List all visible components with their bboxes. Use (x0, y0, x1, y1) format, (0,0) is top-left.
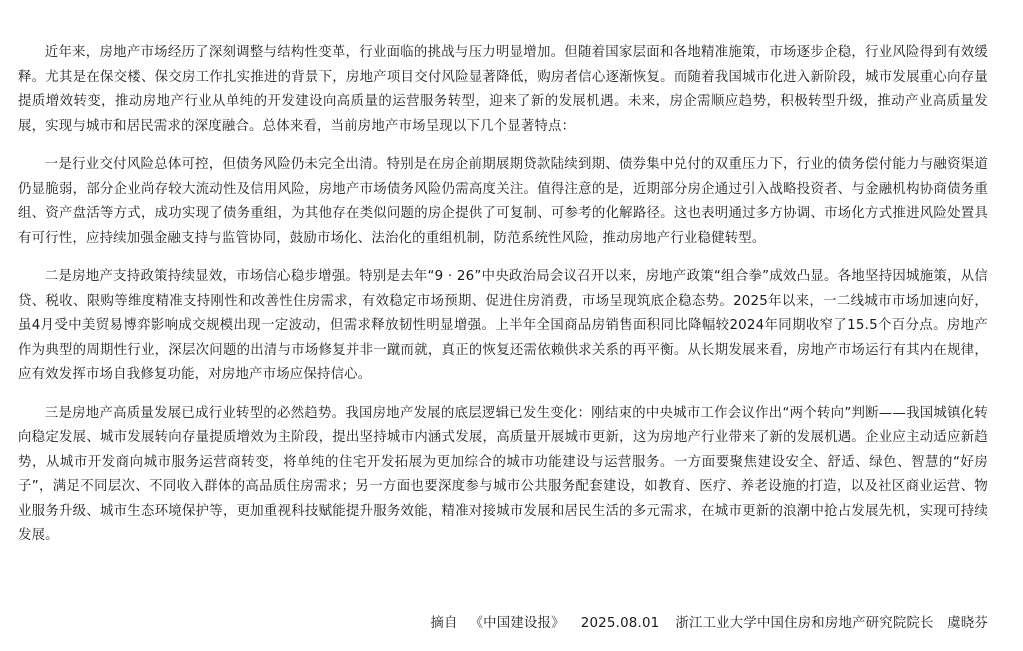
source-date: 2025.08.01 (580, 616, 660, 631)
paragraph-point-two: 二是房地产支持政策持续显效，市场信心稳步增强。特别是去年“9 · 26”中央政治局会议召开以来，房地产政策“组合拳”成效凸显。各地坚持因城施策，从信贷、税收、限购等维度精准支持刚性和改善性住房需求，有效稳定市场预期、促进住房消费，市场呈现筑底企稳态势。2025年以来，一二线城市市场加速向好，虽4月受中美贸易博弈影响成交规模出现一定波动，但需求释放韧性明显增强。上半年全国商品房销售面积同比降幅较2024年同期收窄了15.5个百分点。房地产作为典型的周期性行业，深层次问题的出清与市场修复并非一蹴而就，真正的恢复还需依赖供求关系的再平衡。从长期发展来看，房地产市场运行有其内在规律，应有效发挥市场自我修复功能，对房地产市场应保持信心。 (18, 269, 988, 382)
source-publication: 《中国建设报》 (469, 616, 565, 631)
source-attribution (430, 612, 988, 636)
paragraph-intro: 近年来，房地产市场经历了深刻调整与结构性变革，行业面临的挑战与压力明显增加。但随着国家层面和各地精准施策，市场逐步企稳，行业风险得到有效缓释。尤其是在保交楼、保交房工作扎实推进的背景下，房地产项目交付风险显著降低，购房者信心逐渐恢复。而随着我国城市化进入新阶段，城市发展重心向存量提质增效转变，推动房地产行业从单纯的开发建设向高质量的运营服务转型，迎来了新的发展机遇。未来，房企需顺应趋势，积极转型升级，推动产业高质量发展，实现与城市和居民需求的深度融合。总体来看，当前房地产市场呈现以下几个显著特点： (18, 45, 988, 134)
source-author: 浙江工业大学中国住房和房地产研究院院长 虞晓芬 (675, 616, 988, 631)
paragraph-point-one: 一是行业交付风险总体可控，但债务风险仍未完全出清。特别是在房企前期展期贷款陆续到期、债券集中兑付的双重压力下，行业的债务偿付能力与融资渠道仍显脆弱，部分企业尚存较大流动性及信用风险，房地产市场债务风险仍需高度关注。值得注意的是，近期部分房企通过引入战略投资者、与金融机构协商债务重组、资产盘活等方式，成功实现了债务重组，为其他存在类似问题的房企提供了可复制、可参考的化解路径。这也表明通过多方协调、市场化方式推进风险处置具有可行性，应持续加强金融支持与监管协同，鼓励市场化、法治化的重组机制，防范系统性风险，推动房地产行业稳健转型。 (18, 157, 988, 246)
article-body (18, 41, 988, 549)
paragraph-point-three: 三是房地产高质量发展已成行业转型的必然趋势。我国房地产发展的底层逻辑已发生变化：刚结束的中央城市工作会议作出“两个转向”判断——我国城镇化转向稳定发展、城市发展转向存量提质增效为主阶段，提出坚持城市内涵式发展，高质量开展城市更新，这为房地产行业带来了新的发展机遇。企业应主动适应新趋势，从城市开发商向城市服务运营商转变，将单纯的住宅开发拓展为更加综合的城市功能建设与运营服务。一方面要聚焦建设安全、舒适、绿色、智慧的“好房子”，满足不同层次、不同收入群体的高品质住房需求；另一方面也要深度参与城市公共服务配套建设，如教育、医疗、养老设施的打造，以及社区商业运营、物业服务升级、城市生态环境保护等，更加重视科技赋能提升服务效能，精准对接城市发展和居民生活的多元需求，在城市更新的浪潮中抢占发展先机，实现可持续发展。 (18, 405, 988, 543)
source-label: 摘自 (430, 616, 458, 631)
